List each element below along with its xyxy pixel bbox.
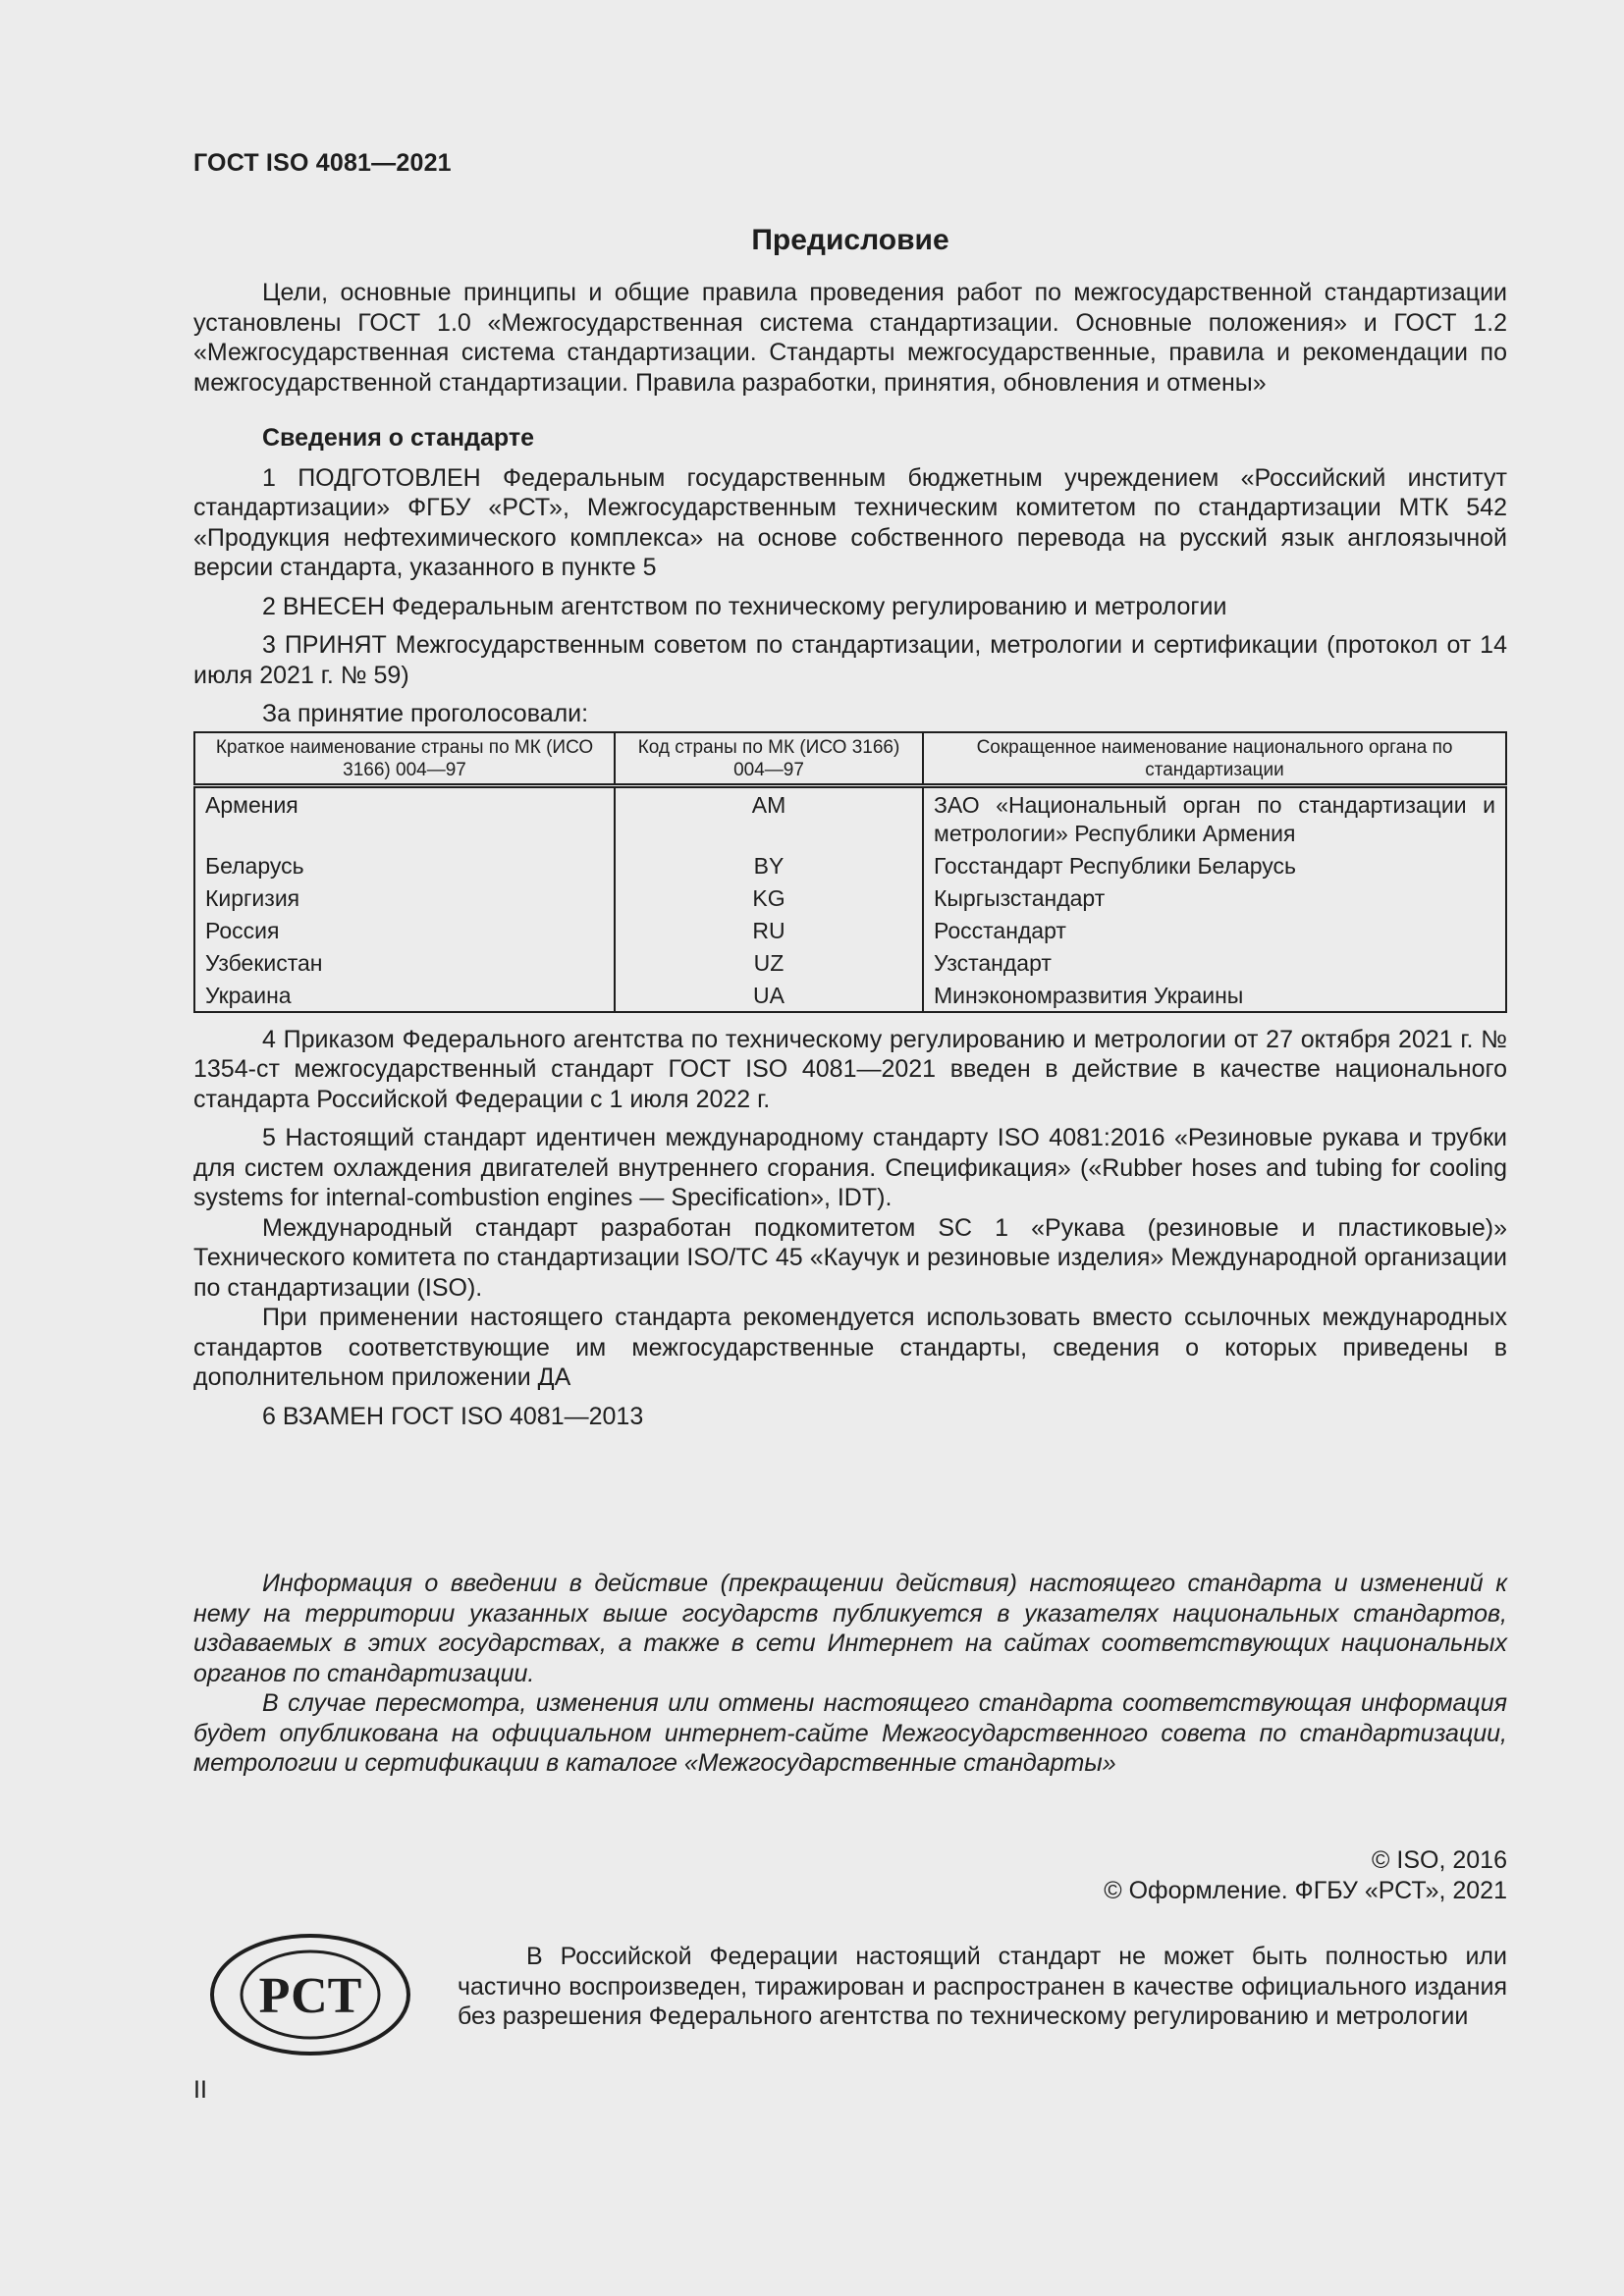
- voting-table: [193, 731, 1507, 1013]
- copyright-rst: © Оформление. ФГБУ «РСТ», 2021: [1104, 1877, 1507, 1904]
- item-5-paragraph-3: При применении настоящего стандарта рекомендуется использовать вместо ссылочных международных стандартов соответствующие им межгосударственные стандарты, сведения о которых приведены в дополнительном приложении ДА: [193, 1304, 1507, 1391]
- notice-text: В Российской Федерации настоящий стандарт не может быть полностью или частично воспроизведен, тиражирован и распространен в качестве официального издания без разрешения Федерального агентства по техническому регулированию и метрологии: [458, 1943, 1507, 2030]
- item-5-paragraph-2: Международный стандарт разработан подкомитетом SC 1 «Рукава (резиновые и пластиковые)» Технического комитета по стандартизации ISO/TC 45 «Каучук и резиновые изделия» Международной организации по стандартизации (ISO).: [193, 1213, 1507, 1302]
- code-cell: AM: [615, 785, 923, 849]
- code-cell: KG: [615, 881, 923, 914]
- table-row: [194, 979, 1506, 1012]
- code-cell: UZ: [615, 946, 923, 979]
- reproduction-notice: [458, 1942, 1507, 2032]
- logo-text: РСТ: [258, 1968, 362, 2024]
- country-cell: Армения: [194, 785, 615, 849]
- standard-info-heading: Сведения о стандарте: [262, 424, 535, 452]
- table-row: [194, 881, 1506, 914]
- country-cell: Беларусь: [194, 849, 615, 881]
- italic-info-paragraph-2: В случае пересмотра, изменения или отмены настоящего стандарта соответствующая информация будет опубликована на официальном интернет-сайте Межгосударственного совета по стандартизации, метрологии и сертификации в каталоге «Межгосударственные стандарты»: [193, 1689, 1507, 1777]
- org-cell: Узстандарт: [934, 949, 1052, 976]
- copyright-iso: © ISO, 2016: [1372, 1846, 1507, 1874]
- item-4: 4 Приказом Федерального агентства по техническому регулированию и метрологии от 27 октября 2021 г. № 1354-ст межгосударственный стандарт ГОСТ ISO 4081—2021 введен в действие в качестве национального стандарта Российской Федерации с 1 июля 2022 г.: [193, 1025, 1507, 1113]
- voted-label: За принятие проголосовали:: [262, 700, 589, 727]
- foreword-intro: Цели, основные принципы и общие правила проведения работ по межгосударственной стандартизации установлены ГОСТ 1.0 «Межгосударственная система стандартизации. Основные положения» и ГОСТ 1.2 «Межгосударственная система стандартизации. Стандарты межгосударственные, правила и рекомендации по межгосударственной стандартизации. Правила разработки, принятия, обновления и отмены»: [193, 279, 1507, 397]
- document-header: ГОСТ ISO 4081—2021: [193, 149, 452, 177]
- org-cell: Минэкономразвития Украины: [934, 982, 1244, 1008]
- country-cell: Россия: [194, 914, 615, 946]
- country-cell: Узбекистан: [194, 946, 615, 979]
- org-cell: Госстандарт Республики Беларусь: [934, 852, 1297, 879]
- table-row: [194, 785, 1506, 849]
- foreword-title: Предисловие: [751, 224, 949, 256]
- org-cell: Росстандарт: [934, 917, 1066, 943]
- header-code: Код страны по МК (ИСО 3166) 004—97: [615, 732, 923, 786]
- table-row: [194, 946, 1506, 979]
- org-cell: Кыргызстандарт: [934, 884, 1106, 911]
- code-cell: BY: [615, 849, 923, 881]
- header-org: Сокращенное наименование национального органа по стандартизации: [976, 736, 1453, 780]
- code-cell: UA: [615, 979, 923, 1012]
- page-number: II: [193, 2076, 207, 2104]
- italic-info-paragraph-1: Информация о введении в действие (прекращении действия) настоящего стандарта и изменений к нему на территории указанных выше государств публикуется в указателях национальных стандартов, издаваемых в этих государствах, а также в сети Интернет на сайтах соответствующих национальных органов по стандартизации.: [193, 1570, 1507, 1687]
- country-cell: Киргизия: [194, 881, 615, 914]
- item-2: 2 ВНЕСЕН Федеральным агентством по техническому регулированию и метрологии: [262, 592, 1227, 620]
- item-6: 6 ВЗАМЕН ГОСТ ISO 4081—2013: [262, 1402, 644, 1430]
- copyright-block: [1104, 1845, 1507, 1906]
- table-row: [194, 849, 1506, 881]
- item-3: 3 ПРИНЯТ Межгосударственным советом по стандартизации, метрологии и сертификации (протокол от 14 июля 2021 г. № 59): [193, 631, 1507, 689]
- header-country: Краткое наименование страны по МК (ИСО 3166) 004—97: [194, 732, 615, 786]
- table-row: [194, 914, 1506, 946]
- table-header-row: [194, 732, 1506, 786]
- org-cell: ЗАО «Национальный орган по стандартизации и метрологии» Республики Армения: [934, 791, 1495, 846]
- item-5: 5 Настоящий стандарт идентичен международному стандарту ISO 4081:2016 «Резиновые рукава и трубки для систем охлаждения двигателей внутреннего сгорания. Спецификация» («Rubber hoses and tubing for cooling systems for internal-combustion engines — Specification», IDT).: [193, 1124, 1507, 1211]
- foreword-section: [193, 221, 1507, 1431]
- country-cell: Украина: [194, 979, 615, 1012]
- item-1: 1 ПОДГОТОВЛЕН Федеральным государственным бюджетным учреждением «Российский институт стандартизации» ФГБУ «РСТ», Межгосударственным техническим комитетом по стандартизации МТК 542 «Продукция нефтехимического комплекса» на основе собственного перевода на русский язык англоязычной версии стандарта, указанного в пункте 5: [193, 463, 1507, 581]
- italic-info-block: [193, 1569, 1507, 1779]
- code-cell: RU: [615, 914, 923, 946]
- rst-logo-icon: [208, 1932, 412, 2057]
